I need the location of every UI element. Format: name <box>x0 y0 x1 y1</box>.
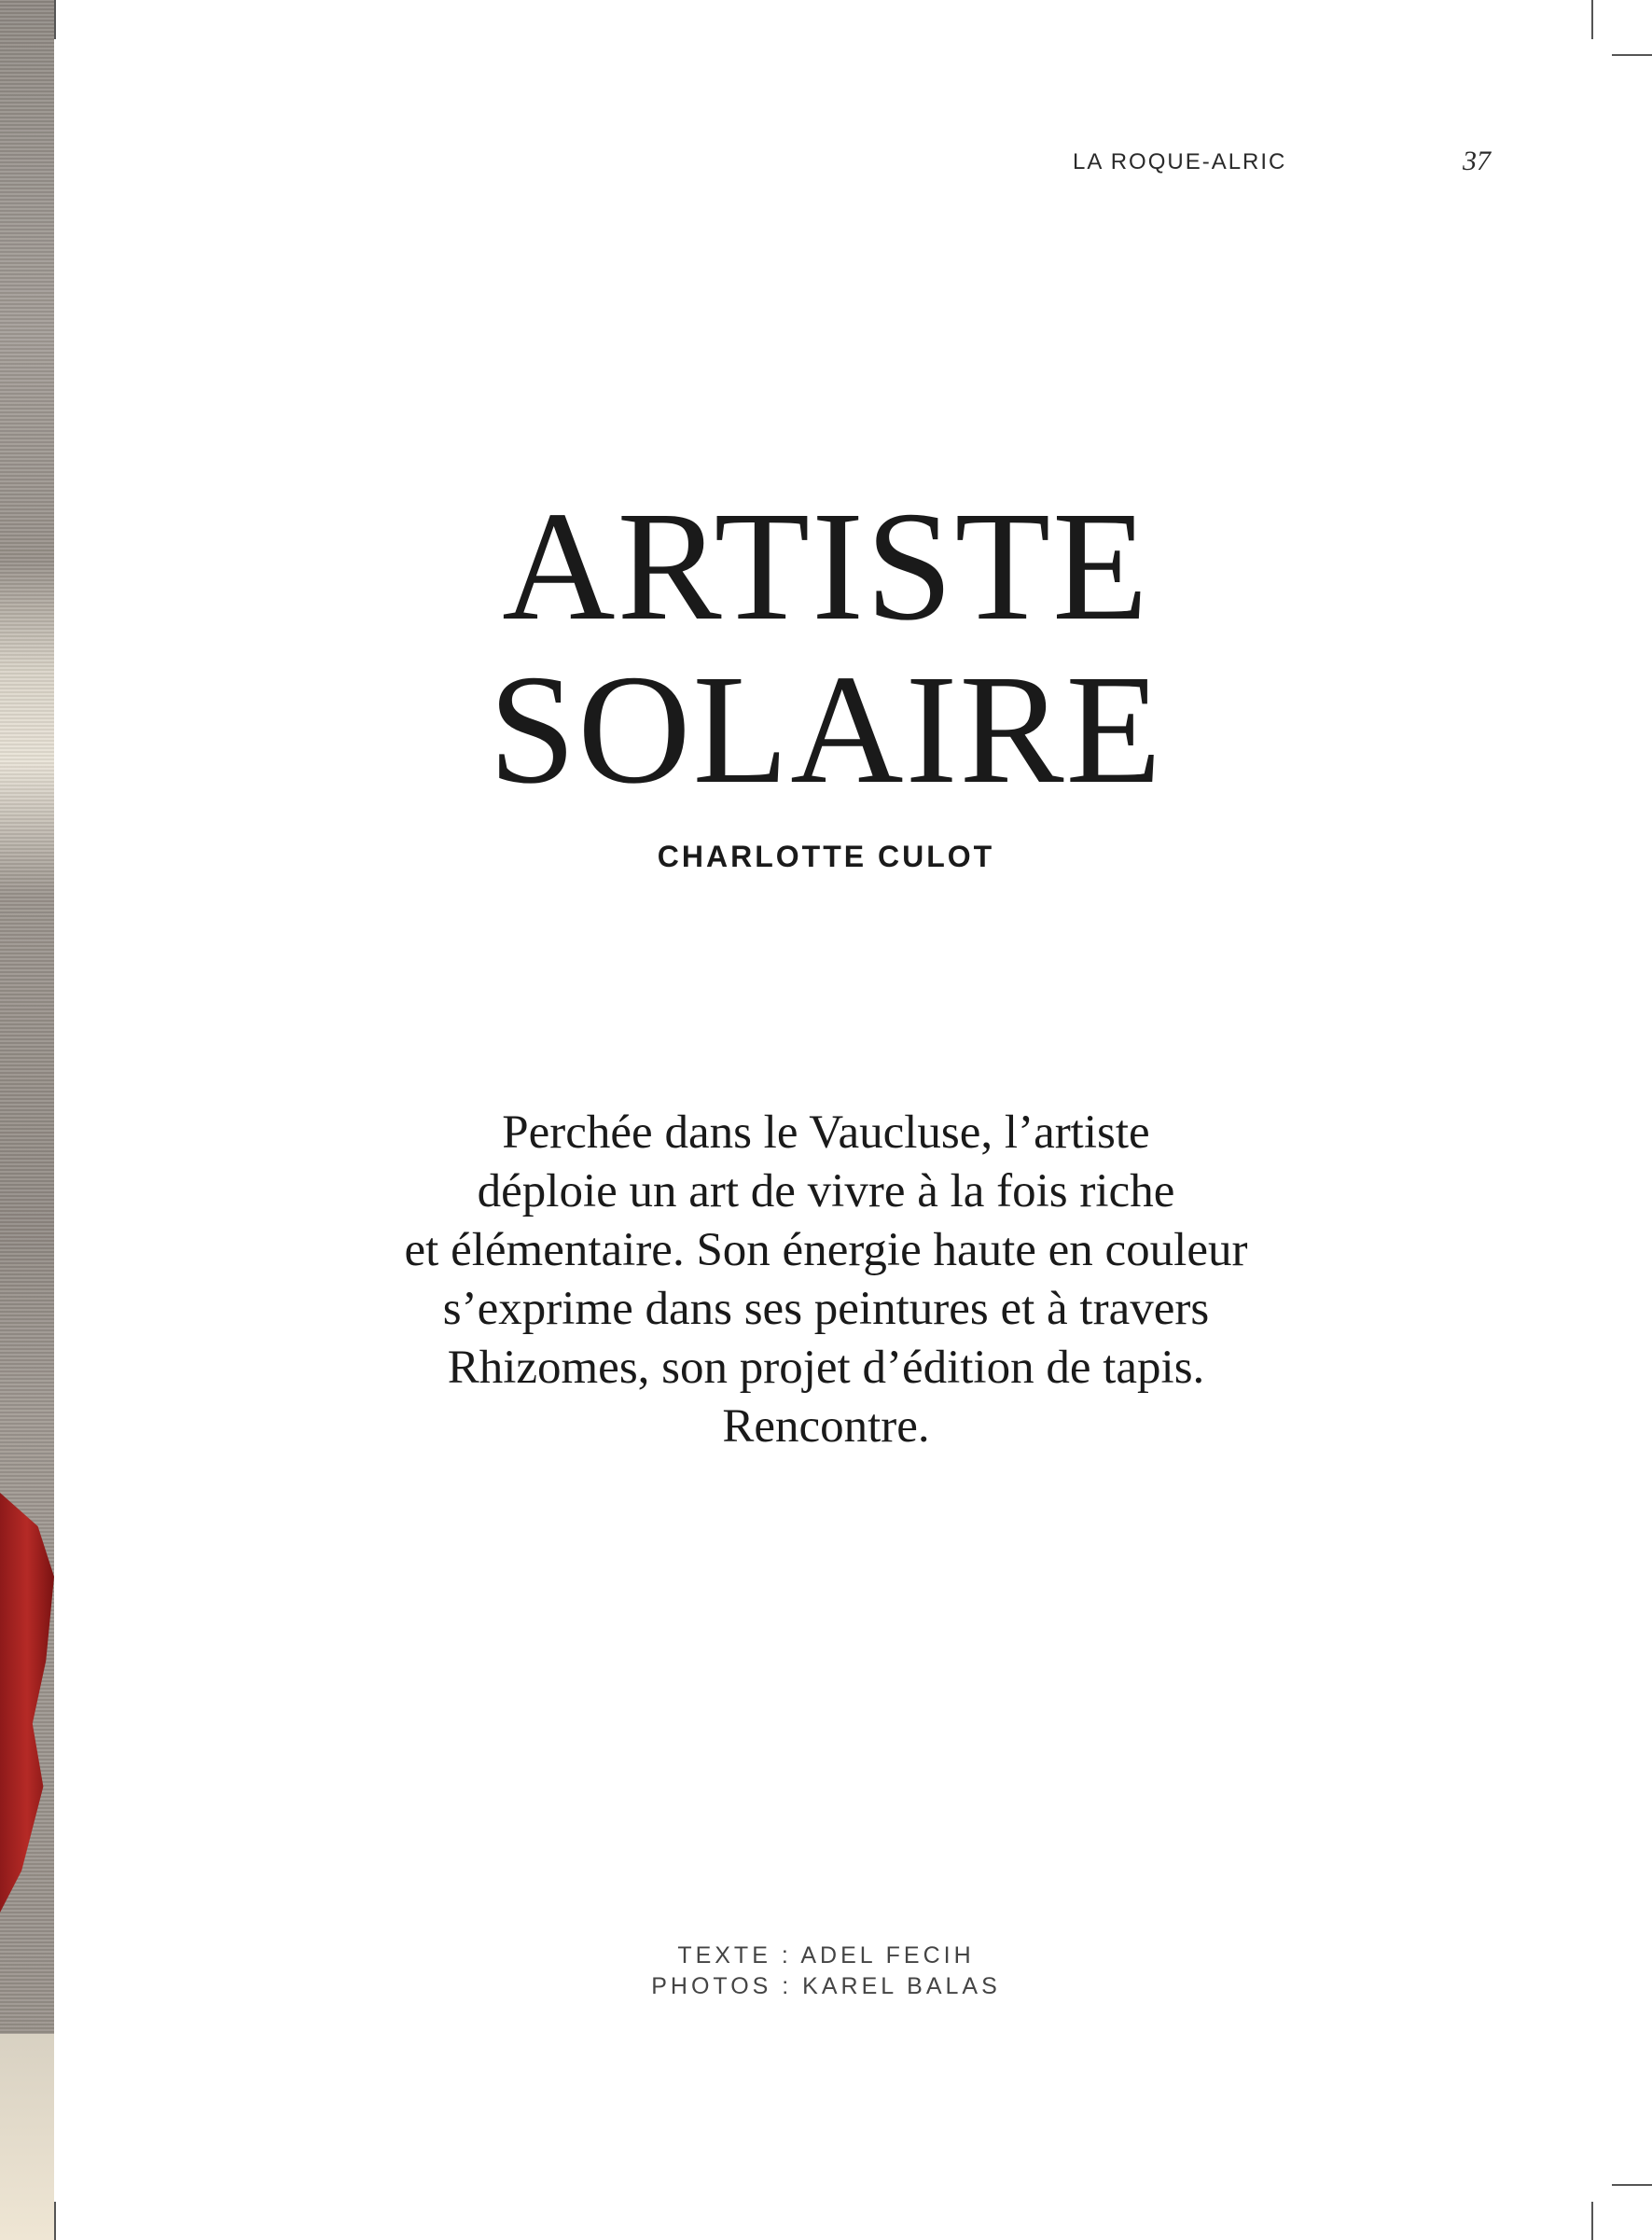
credits <box>0 1941 1652 2002</box>
article-title <box>0 480 1652 816</box>
crop-mark <box>54 0 56 39</box>
article-title-line-2: SOLAIRE <box>488 643 1164 816</box>
previous-page-photo-light-detail <box>0 2034 54 2240</box>
crop-mark <box>1612 54 1652 56</box>
article-title-line-1: ARTISTE <box>502 480 1150 653</box>
running-head-section: LA ROQUE-ALRIC <box>1073 149 1287 174</box>
standfirst-line: s’exprime dans ses peintures et à travers <box>442 1283 1210 1335</box>
text-credit: TEXTE : ADEL FECIH <box>677 1942 975 1969</box>
photo-credit: PHOTOS : KAREL BALAS <box>651 1973 1001 1999</box>
standfirst-line: déploie un art de vivre à la fois riche <box>477 1165 1175 1217</box>
standfirst-line: Rencontre. <box>722 1400 930 1453</box>
standfirst <box>0 1104 1652 1456</box>
standfirst-line: Rhizomes, son projet d’édition de tapis. <box>447 1342 1205 1394</box>
crop-mark <box>54 2202 56 2240</box>
crop-mark <box>1591 0 1593 39</box>
standfirst-line: et élémentaire. Son énergie haute en couleur <box>404 1224 1248 1276</box>
subject-name: CHARLOTTE CULOT <box>657 840 995 873</box>
crop-mark <box>1591 2202 1593 2240</box>
standfirst-line: Perchée dans le Vaucluse, l’artiste <box>502 1106 1150 1159</box>
page-number: 37 <box>1463 146 1491 176</box>
crop-mark <box>1612 2184 1652 2186</box>
